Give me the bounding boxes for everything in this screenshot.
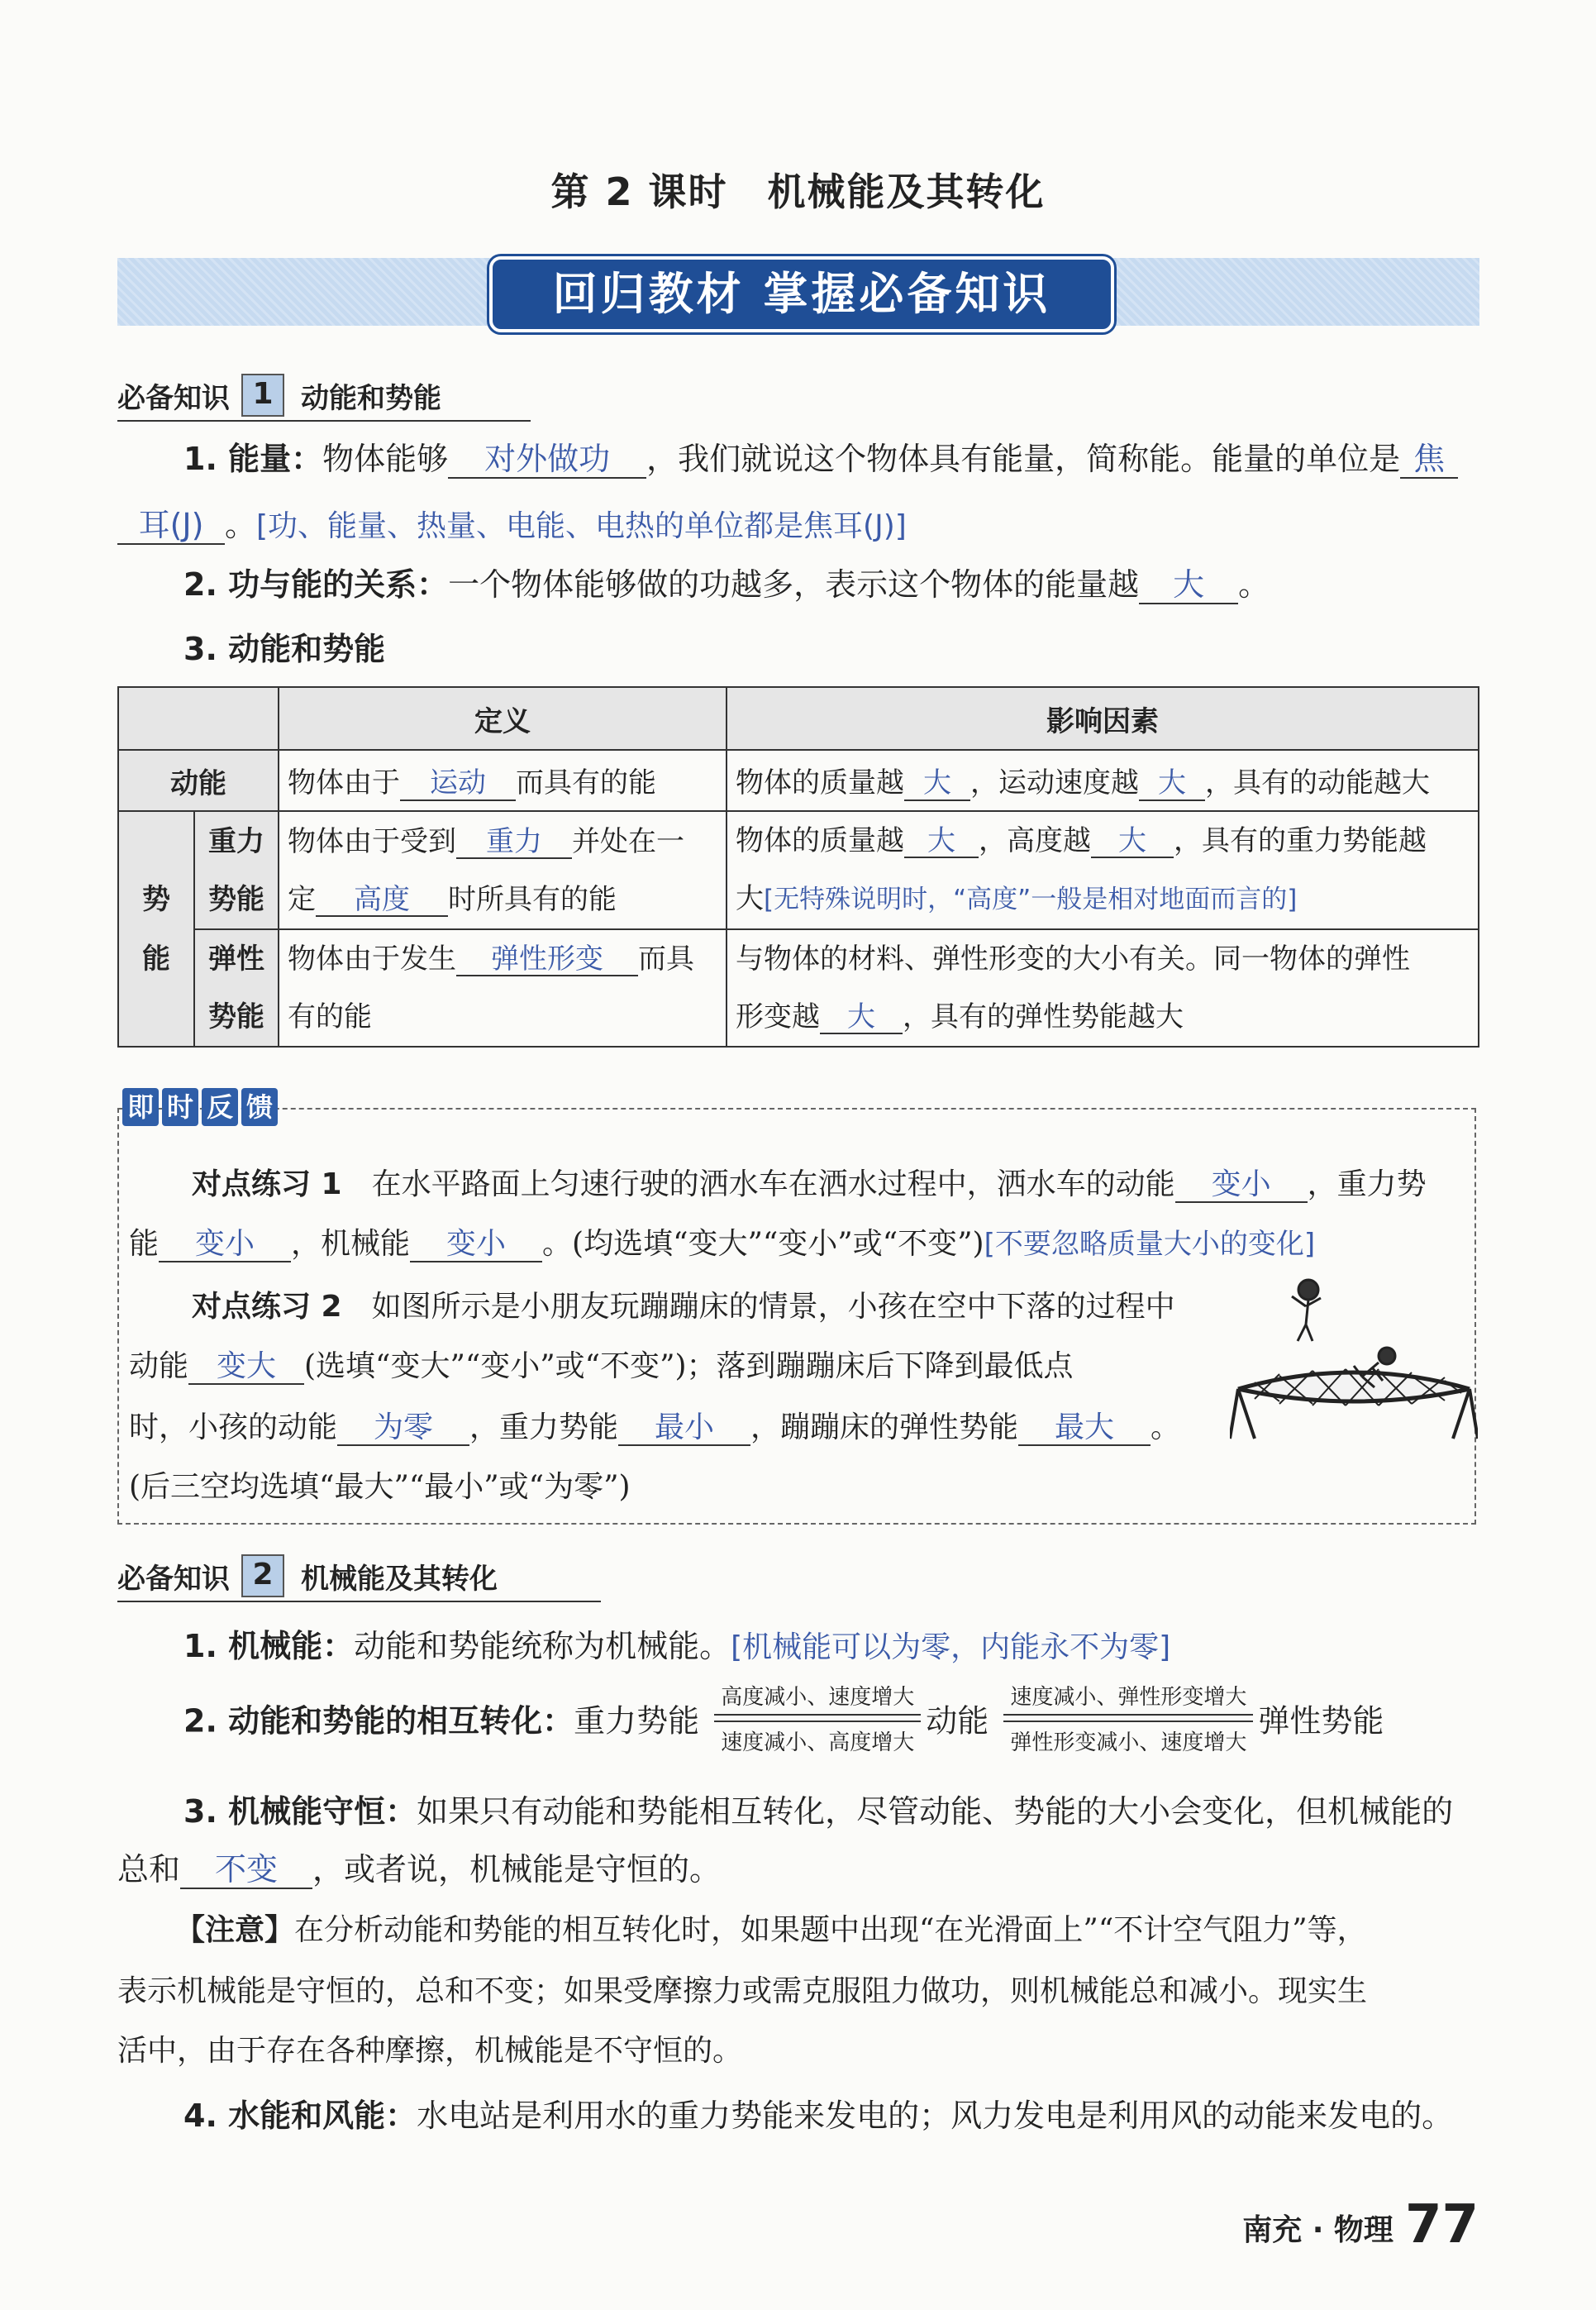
exercise-1-cont: 能 变小 ，机械能 变小 。(均选填“变大”“变小”或“不变”)[不要忽略质量大小的变化] [129,1227,1316,1261]
point-3: 3. 机械能守恒：如果只有动能和势能相互转化，尽管动能、势能的大小会变化，但机械能的 [183,1793,1454,1830]
note-line-2: 表示机械能是守恒的，总和不变；如果受摩擦力或需克服阻力做功，则机械能总和减小。现实生 [117,1974,1368,2008]
exercise-2-cont: 动能 变大 (选填“变大”“变小”或“不变”)；落到蹦蹦床后下降到最低点 [129,1349,1074,1383]
page-number: 77 [1404,2194,1479,2255]
section-label: 必备知识 [117,1562,230,1596]
section-number: 2 [241,1554,284,1597]
table-row: 弹性 势能 物体由于发生 弹性形变 而具 有的能 与物体的材料、弹性形变的大小有关。同一物体的弹性 形变越 大 ，具有的弹性势能越大 [118,929,1479,1047]
section-1-header [117,370,531,422]
page-title: 第 2 课时 机械能及其转化 [550,169,1046,214]
page-footer [1242,2194,1479,2255]
note-line-1: 【注意】在分析动能和势能的相互转化时，如果题中出现“在光滑面上”“不计空气阻力”等， [175,1913,1367,1947]
exercise-2-hint: (后三空均选填“最大”“最小”或“为零”) [129,1470,631,1504]
note-line-3: 活中，由于存在各种摩擦，机械能是不守恒的。 [117,2034,743,2068]
section-label: 必备知识 [117,381,230,415]
handwritten-note: [功、能量、热量、电能、电热的单位都是焦耳(J)] [256,509,907,543]
conversion-arrow-1: 高度减小、速度增大 速度减小、高度增大 [714,1680,921,1756]
section-number: 1 [241,374,284,417]
answer-blank: 对外做功 [448,442,646,479]
point-2: 2. 动能和势能的相互转化：重力势能 高度减小、速度增大 速度减小、高度增大 动能 速度减小、弹性形变增大 弹性形变减小、速度增大 弹性势能 [183,1680,1384,1756]
section-2-header [117,1551,601,1602]
exercise-2-cont: 时，小孩的动能 为零 ，重力势能 最小 ，蹦蹦床的弹性势能 最大 。 [129,1410,1181,1444]
exercise-1: 对点练习 1 在水平路面上匀速行驶的洒水车在洒水过程中，洒水车的动能 变小 ，重力势 [192,1167,1427,1201]
exercise-2: 对点练习 2 如图所示是小朋友玩蹦蹦床的情景，小孩在空中下落的过程中 [192,1290,1175,1324]
conversion-arrow-2: 速度减小、弹性形变增大 弹性形变减小、速度增大 [1003,1680,1253,1756]
answer-blank: 耳(J) [117,508,225,545]
table-row: 动能 物体由于 运动 而具有的能 物体的质量越 大 ，运动速度越 大 ，具有的动能越大 [118,750,1479,811]
answer-blank: 焦 [1400,442,1458,479]
child-jumping-figure [1292,1280,1321,1341]
feedback-badge: 即 时 反 馈 [122,1088,278,1126]
header-definition: 定义 [279,687,727,750]
paragraph-1-cont: 耳(J) 。[功、能量、热量、电能、电热的单位都是焦耳(J)] [117,499,907,545]
answer-blank: 大 [1139,568,1238,604]
table-row: 势 能 重力 势能 物体由于受到 重力 并处在一 定 高度 时所具有的能 物体的质量越 大 ，高度越 大 ，具有的重力势能越 大[无特殊说明时，“高度”一般是相对地面而言的] [118,811,1479,929]
paragraph-1: 1. 能量：物体能够 对外做功 ，我们就说这个物体具有能量，简称能。能量的单位是 焦 [183,433,1458,479]
trampoline-illustration [1230,1273,1478,1455]
paragraph-2: 2. 功与能的关系：一个物体能够做的功越多，表示这个物体的能量越 大 。 [183,566,1270,603]
header-factor: 影响因素 [727,687,1479,750]
footer-tag: 南充 · 物理 [1242,2213,1394,2247]
paragraph-3: 3. 动能和势能 [183,631,386,667]
section-name: 机械能及其转化 [301,1562,498,1596]
section-name: 动能和势能 [301,381,441,415]
point-1: 1. 机械能：动能和势能统称为机械能。[机械能可以为零，内能永不为零] [183,1628,1171,1664]
point-4: 4. 水能和风能：水电站是利用水的重力势能来发电的；风力发电是利用风的动能来发电的。 [183,2098,1454,2134]
banner-label: 回归教材 掌握必备知识 [489,256,1114,332]
trampoline-net [1230,1369,1478,1439]
point-3-cont: 总和 不变 ，或者说，机械能是守恒的。 [117,1851,722,1888]
energy-table [117,686,1479,1048]
